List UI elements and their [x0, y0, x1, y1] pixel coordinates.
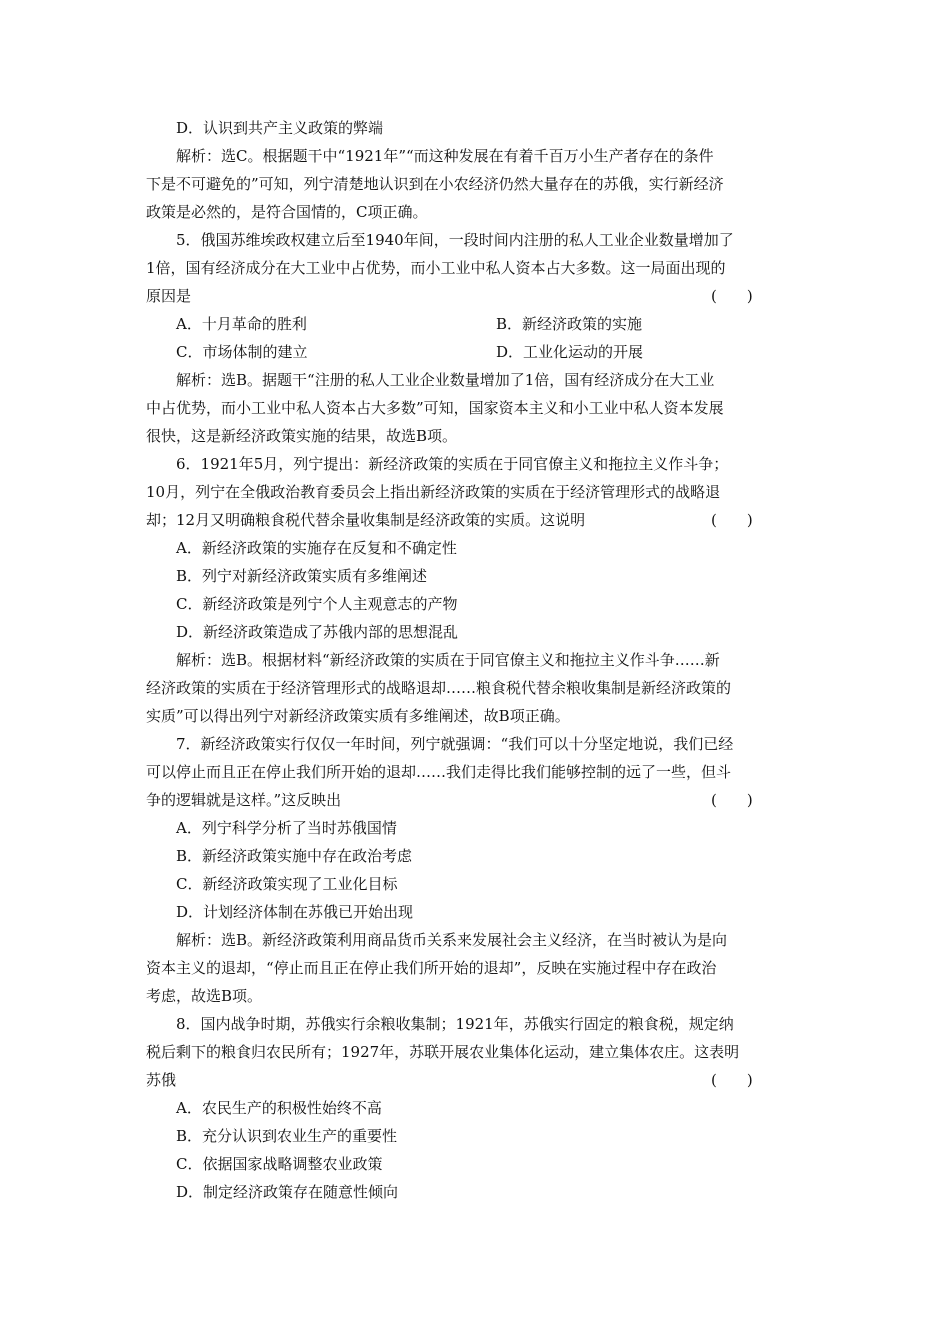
q5-analysis-line: 解析：选B。据题干“注册的私人工业企业数量增加了1倍，国有经济成分在大工业	[176, 371, 715, 389]
q7-stem-line: 7．新经济政策实行仅仅一年时间，列宁就强调：“我们可以十分坚定地说，我们已经	[176, 735, 734, 753]
q4-analysis-line: 政策是必然的，是符合国情的，C项正确。	[146, 203, 428, 221]
q7-stem-text: 争的逻辑就是这样。”这反映出	[146, 791, 342, 809]
q6-stem-text: 却；12月又明确粮食税代替余量收集制是经济政策的实质。这说明	[146, 511, 586, 529]
q5-option-a: A．十月革命的胜利	[176, 315, 307, 333]
q5-analysis-line: 很快，这是新经济政策实施的结果，故选B项。	[146, 427, 458, 445]
q8-stem-line: 8．国内战争时期，苏俄实行余粮收集制；1921年，苏俄实行固定的粮食税，规定纳	[176, 1015, 734, 1033]
q5-options-row	[146, 310, 806, 338]
q6-analysis-line: 经济政策的实质在于经济管理形式的战略退却……粮食税代替余粮收集制是新经济政策的	[146, 679, 732, 697]
q6-option-a: A．新经济政策的实施存在反复和不确定性	[176, 539, 457, 557]
q7-analysis-line: 资本主义的退却，“停止而且正在停止我们所开始的退却”，反映在实施过程中存在政治	[146, 959, 717, 977]
q7-option-c: C．新经济政策实现了工业化目标	[176, 875, 398, 893]
answer-bracket: ( )	[711, 511, 753, 529]
q5-options-row	[146, 338, 806, 366]
q4-option-d: D．认识到共产主义政策的弊端	[176, 119, 384, 137]
q5-option-b: B．新经济政策的实施	[496, 315, 643, 333]
q8-stem-line	[146, 1066, 806, 1094]
q5-option-c: C．市场体制的建立	[176, 343, 308, 361]
q6-stem-line: 6．1921年5月，列宁提出：新经济政策的实质在于同官僚主义和拖拉主义作斗争；	[176, 455, 729, 473]
q7-analysis-line: 解析：选B。新经济政策利用商品货币关系来发展社会主义经济，在当时被认为是向	[176, 931, 728, 949]
q8-stem-line: 税后剩下的粮食归农民所有；1927年，苏联开展农业集体化运动，建立集体农庄。这表明	[146, 1043, 740, 1061]
q6-analysis-line: 解析：选B。根据材料“新经济政策的实质在于同官僚主义和拖拉主义作斗争……新	[176, 651, 720, 669]
q4-analysis-line: 解析：选C。根据题干中“1921年”“而这种发展在有着千百万小生产者存在的条件	[176, 147, 714, 165]
q6-stem-line: 10月，列宁在全俄政治教育委员会上指出新经济政策的实质在于经济管理形式的战略退	[146, 483, 721, 501]
q5-stem-line	[146, 282, 806, 310]
q8-option-c: C．依据国家战略调整农业政策	[176, 1155, 383, 1173]
q7-option-b: B．新经济政策实施中存在政治考虑	[176, 847, 413, 865]
q5-stem-line: 1倍，国有经济成分在大工业中占优势，而小工业中私人资本占大多数。这一局面出现的	[146, 259, 726, 277]
q7-analysis-line: 考虑，故选B项。	[146, 987, 263, 1005]
q5-stem-line: 5．俄国苏维埃政权建立后至1940年间，一段时间内注册的私人工业企业数量增加了	[176, 231, 734, 249]
q8-stem-text: 苏俄	[146, 1071, 177, 1089]
q7-stem-line: 可以停止而且正在停止我们所开始的退却……我们走得比我们能够控制的远了一些，但斗	[146, 763, 732, 781]
q8-option-d: D．制定经济政策存在随意性倾向	[176, 1183, 399, 1201]
q8-option-a: A．农民生产的积极性始终不高	[176, 1099, 382, 1117]
q6-option-b: B．列宁对新经济政策实质有多维阐述	[176, 567, 428, 585]
q7-option-a: A．列宁科学分析了当时苏俄国情	[176, 819, 397, 837]
q7-option-d: D．计划经济体制在苏俄已开始出现	[176, 903, 414, 921]
q5-analysis-line: 中占优势，而小工业中私人资本占大多数”可知，国家资本主义和小工业中私人资本发展	[146, 399, 724, 417]
answer-bracket: ( )	[711, 1071, 753, 1089]
q6-stem-line	[146, 506, 806, 534]
q5-stem-text: 原因是	[146, 287, 192, 305]
q8-option-b: B．充分认识到农业生产的重要性	[176, 1127, 398, 1145]
q4-analysis-line: 下是不可避免的”可知，列宁清楚地认识到在小农经济仍然大量存在的苏俄，实行新经济	[146, 175, 724, 193]
q6-option-d: D．新经济政策造成了苏俄内部的思想混乱	[176, 623, 459, 641]
q5-option-d: D．工业化运动的开展	[496, 343, 644, 361]
q6-analysis-line: 实质”可以得出列宁对新经济政策实质有多维阐述，故B项正确。	[146, 707, 570, 725]
q6-option-c: C．新经济政策是列宁个人主观意志的产物	[176, 595, 458, 613]
content	[146, 114, 806, 1206]
answer-bracket: ( )	[711, 791, 753, 809]
q7-stem-line	[146, 786, 806, 814]
answer-bracket: ( )	[711, 287, 753, 305]
